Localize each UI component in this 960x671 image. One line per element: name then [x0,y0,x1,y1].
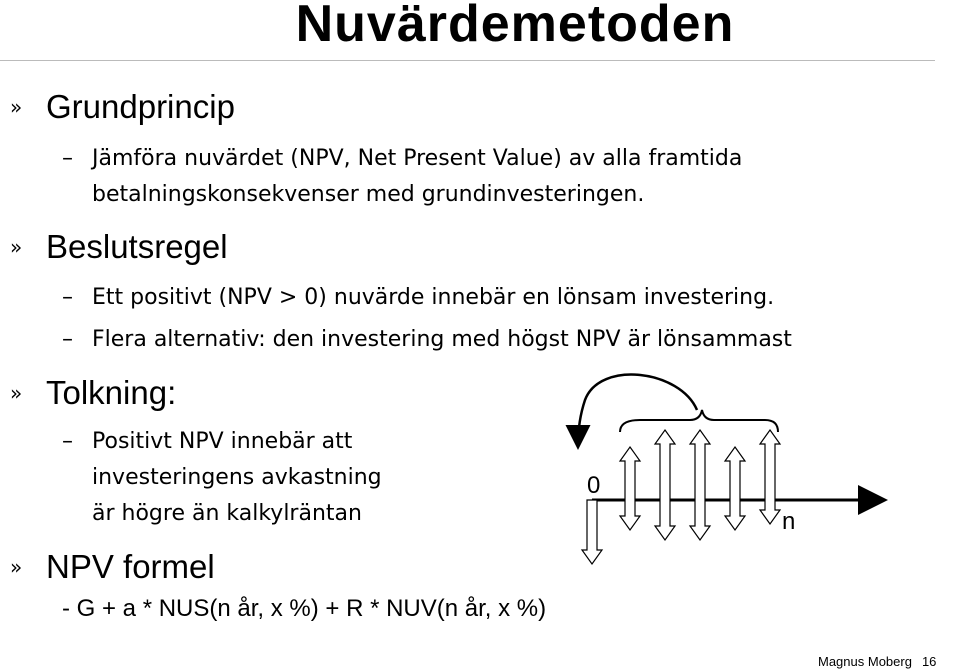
discount-arrow-icon [578,375,697,445]
bullet-multiple-alternatives: – Flera alternativ: den investering med högst NPV är lönsammast [62,327,792,352]
time-label-zero: 0 [587,472,601,499]
npv-formula: - G + a * NUS(n år, x %) + R * NUV(n år, x %) [62,595,547,622]
line: är högre än kalkylräntan [92,501,362,526]
page-number: 16 [921,654,937,669]
line: Ett positivt (NPV > 0) nuvärde innebär en lönsam investering. [92,285,775,310]
cashflow-arrow-icon [655,430,675,540]
bullet-icon: » [10,95,23,119]
cashflow-arrow-icon [690,430,710,540]
cashflow-arrow-icon [620,447,640,530]
bullet-tolkning-text: – Positivt NPV innebär att investeringens avkastning är högre än kalkylräntan [62,429,382,526]
investment-arrow-icon [582,500,602,564]
heading-text: Beslutsregel [46,228,228,265]
brace [620,410,778,432]
line: investeringens avkastning [92,465,382,490]
line: betalningskonsekvenser med grundinvesteringen. [92,182,645,207]
line: Jämföra nuvärdet (NPV, Net Present Value) av alla framtida [92,146,743,171]
bullet-icon: » [10,235,23,259]
cashflow-arrow-icon [725,447,745,530]
author: Magnus Moberg [818,654,912,669]
bullet-icon: » [10,381,23,405]
heading-text: Grundprincip [46,88,235,125]
time-label-n: n [782,508,796,535]
line: Positivt NPV innebär att [92,429,353,454]
footer [818,654,936,669]
cashflow-arrow-icon [760,430,780,524]
page-title: Nuvärdemetoden [295,0,735,53]
bullet-icon: » [10,555,23,579]
heading-text: NPV formel [46,548,215,585]
bullet-positive-npv: – Ett positivt (NPV > 0) nuvärde innebär en lönsam investering. [62,285,775,310]
line: Flera alternativ: den investering med högst NPV är lönsammast [92,327,792,352]
bullet-grundprincip-text: – Jämföra nuvärdet (NPV, Net Present Value) av alla framtida betalningskonsekvenser med grundinvesteringen. [62,146,743,207]
heading-text: Tolkning: [46,374,177,411]
